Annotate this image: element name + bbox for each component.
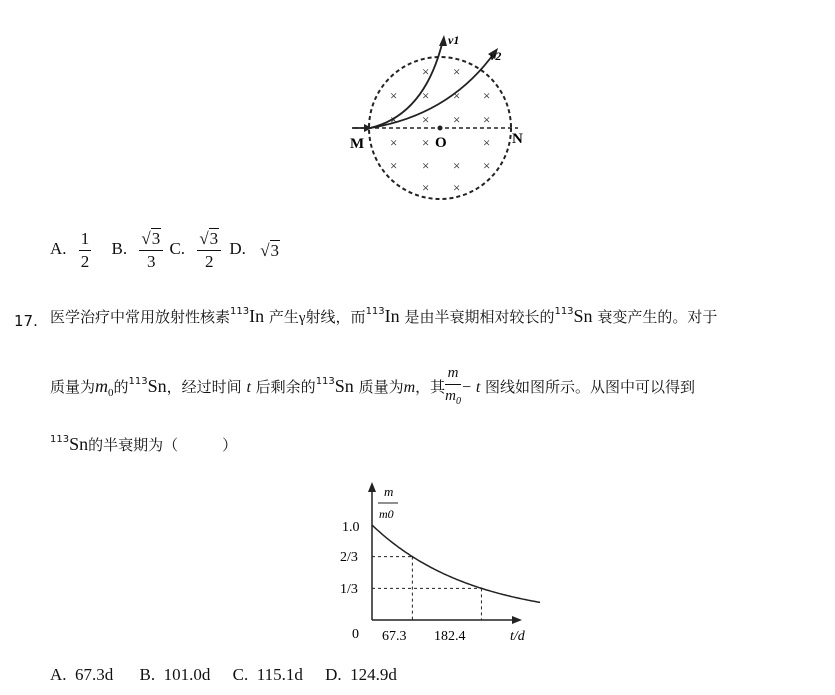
sqrt-icon: √ (141, 229, 151, 248)
svg-text:×: × (422, 180, 430, 195)
q17-option-d[interactable]: D. 124.9d (325, 665, 397, 684)
v2-label: v2 (490, 49, 502, 63)
q16-option-c[interactable]: C. $\frac{√3}{2}$ (169, 239, 225, 258)
svg-text:×: × (422, 158, 430, 173)
q16-option-b[interactable]: B. $\frac{√3}{3}$ (112, 239, 168, 258)
svg-text:×: × (422, 88, 430, 103)
x-tick-182-4: 182.4 (434, 629, 466, 644)
svg-text:×: × (453, 158, 461, 173)
q16-options (50, 228, 280, 273)
svg-text:×: × (453, 64, 461, 79)
q17-line-2: 质量为$m_0$的$^{113}$Sn，经过时间 t 后剩余的$^{113}$Sn 质量为m，其 $\frac{m}{m_0}$ − t 图线如图所示。从图中可以得到 (50, 362, 695, 413)
y-tick-2-3: 2/3 (340, 550, 358, 565)
x-axis-label: t/d (510, 629, 525, 644)
y-tick-1-3: 1/3 (340, 582, 358, 597)
svg-text:×: × (390, 158, 398, 173)
y-tick-1: 1.0 (342, 520, 360, 535)
q17-number: 17. (14, 312, 38, 330)
q17-line-3: $^{113}$Sn的半衰期为（ ） (50, 434, 238, 454)
svg-text:×: × (390, 88, 398, 103)
q17-option-b[interactable]: B. 101.0d (139, 665, 211, 684)
svg-text:×: × (483, 158, 491, 173)
q16-option-a[interactable]: A. $\frac{1}{2}$ (50, 229, 90, 271)
origin-label: 0 (352, 627, 359, 642)
n-label: N (512, 131, 523, 147)
svg-text:×: × (453, 112, 461, 127)
m-label: M (350, 136, 365, 152)
q16-option-d[interactable]: D. √3 (229, 239, 280, 260)
q17-option-c[interactable]: C. 115.1d (232, 665, 303, 684)
svg-text:×: × (390, 135, 398, 150)
svg-text:×: × (483, 112, 491, 127)
svg-text:×: × (453, 88, 461, 103)
q17-options (50, 665, 397, 685)
x-tick-67-3: 67.3 (382, 629, 407, 644)
svg-text:×: × (422, 112, 430, 127)
y-label-num: m (384, 484, 394, 499)
svg-text:×: × (422, 64, 430, 79)
y-label-den: m0 (379, 507, 394, 521)
svg-text:×: × (453, 180, 461, 195)
sqrt-icon: √ (199, 229, 209, 248)
decay-curve (372, 525, 540, 604)
decay-graph (330, 480, 540, 650)
q17-line-1: 医学治疗中常用放射性核素$^{113}$In 产生γ射线，而$^{113}$In 是由半衰期相对较长的$^{113}$Sn 衰变产生的。对于 (50, 306, 718, 326)
svg-text:×: × (483, 88, 491, 103)
o-label: O (435, 135, 447, 151)
v1-label: v1 (448, 33, 460, 47)
sqrt-icon: √ (260, 240, 270, 260)
q17-option-a[interactable]: A. 67.3d (50, 665, 114, 684)
svg-text:×: × (390, 112, 398, 127)
svg-text:×: × (483, 135, 491, 150)
svg-text:×: × (422, 135, 430, 150)
magnetic-field-figure (340, 30, 540, 215)
